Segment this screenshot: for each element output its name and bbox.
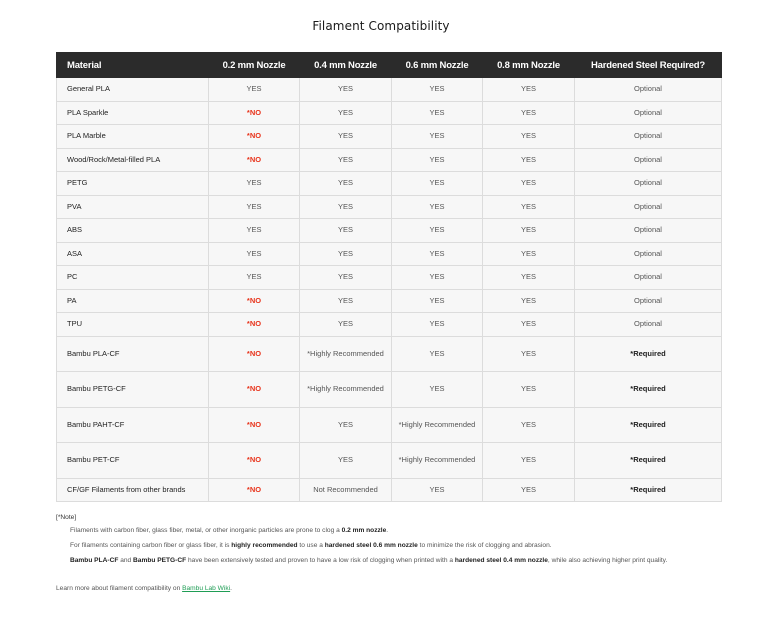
cell-material: PVA xyxy=(57,195,209,219)
cell-nozzle-0-8: YES xyxy=(483,219,575,243)
cell-material: PLA Sparkle xyxy=(57,101,209,125)
bambu-lab-wiki-link[interactable]: Bambu Lab Wiki xyxy=(182,585,231,592)
note-text: and xyxy=(118,557,134,564)
table-row xyxy=(57,78,722,102)
cell-nozzle-0-4: YES xyxy=(300,101,392,125)
cell-hardened-steel: Optional xyxy=(575,101,722,125)
table-header-row xyxy=(57,53,722,78)
table-row xyxy=(57,443,722,479)
cell-nozzle-0-8: YES xyxy=(483,313,575,337)
table-row xyxy=(57,195,722,219)
table-row xyxy=(57,219,722,243)
cell-nozzle-0-8: YES xyxy=(483,172,575,196)
cell-nozzle-0-8: YES xyxy=(483,407,575,443)
cell-nozzle-0-4: YES xyxy=(300,242,392,266)
table-row xyxy=(57,148,722,172)
cell-hardened-steel: *Required xyxy=(575,336,722,372)
note-bold: hardened steel 0.6 mm nozzle xyxy=(324,542,418,549)
cell-nozzle-0-2: *NO xyxy=(209,125,300,149)
cell-nozzle-0-8: YES xyxy=(483,266,575,290)
note-text: Filaments with carbon fiber, glass fiber, metal, or other inorganic particles are prone to clog a xyxy=(70,527,342,534)
filament-compatibility-table xyxy=(56,52,722,502)
header-hardened-steel: Hardened Steel Required? xyxy=(575,53,722,78)
cell-hardened-steel: *Required xyxy=(575,478,722,502)
cell-nozzle-0-8: YES xyxy=(483,478,575,502)
cell-material: Bambu PETG-CF xyxy=(57,372,209,408)
cell-nozzle-0-2: *NO xyxy=(209,478,300,502)
cell-nozzle-0-2: *NO xyxy=(209,313,300,337)
cell-nozzle-0-4: YES xyxy=(300,219,392,243)
cell-nozzle-0-2: YES xyxy=(209,219,300,243)
cell-nozzle-0-2: YES xyxy=(209,172,300,196)
cell-nozzle-0-6: YES xyxy=(392,336,483,372)
cell-nozzle-0-6: YES xyxy=(392,266,483,290)
header-nozzle-0-2: 0.2 mm Nozzle xyxy=(209,53,300,78)
cell-nozzle-0-6: YES xyxy=(392,148,483,172)
cell-nozzle-0-8: YES xyxy=(483,195,575,219)
cell-nozzle-0-2: *NO xyxy=(209,289,300,313)
cell-hardened-steel: Optional xyxy=(575,219,722,243)
cell-hardened-steel: Optional xyxy=(575,172,722,196)
table-row xyxy=(57,266,722,290)
cell-material: Bambu PET-CF xyxy=(57,443,209,479)
cell-hardened-steel: *Required xyxy=(575,407,722,443)
table-row xyxy=(57,336,722,372)
table-row xyxy=(57,372,722,408)
header-material: Material xyxy=(57,53,209,78)
cell-nozzle-0-8: YES xyxy=(483,125,575,149)
cell-nozzle-0-8: YES xyxy=(483,78,575,102)
cell-nozzle-0-6: YES xyxy=(392,313,483,337)
cell-nozzle-0-2: YES xyxy=(209,242,300,266)
cell-nozzle-0-4: YES xyxy=(300,443,392,479)
note-text: have been extensively tested and proven to have a low risk of clogging when printed with a xyxy=(186,557,455,564)
cell-hardened-steel: Optional xyxy=(575,78,722,102)
cell-nozzle-0-4: YES xyxy=(300,407,392,443)
page-title: Filament Compatibility xyxy=(312,19,450,33)
cell-hardened-steel: *Required xyxy=(575,372,722,408)
note-bold: 0.2 mm nozzle xyxy=(341,527,387,534)
table-row xyxy=(57,242,722,266)
cell-hardened-steel: Optional xyxy=(575,125,722,149)
cell-material: ASA xyxy=(57,242,209,266)
cell-nozzle-0-6: YES xyxy=(392,172,483,196)
table-row xyxy=(57,313,722,337)
cell-nozzle-0-8: YES xyxy=(483,101,575,125)
cell-nozzle-0-2: *NO xyxy=(209,101,300,125)
cell-nozzle-0-6: YES xyxy=(392,372,483,408)
cell-nozzle-0-4: YES xyxy=(300,78,392,102)
note-bold: highly recommended xyxy=(231,542,298,549)
cell-hardened-steel: Optional xyxy=(575,289,722,313)
header-nozzle-0-8: 0.8 mm Nozzle xyxy=(483,53,575,78)
note-text: , while also achieving higher print quality. xyxy=(547,557,668,564)
cell-material: PLA Marble xyxy=(57,125,209,149)
learn-more-post: . xyxy=(230,585,232,592)
cell-hardened-steel: Optional xyxy=(575,195,722,219)
learn-more-label: Learn more about filament compatibility on xyxy=(56,585,183,592)
cell-nozzle-0-8: YES xyxy=(483,242,575,266)
cell-nozzle-0-2: *NO xyxy=(209,407,300,443)
note-line-1 xyxy=(70,527,736,534)
cell-nozzle-0-4: YES xyxy=(300,148,392,172)
cell-nozzle-0-2: *NO xyxy=(209,372,300,408)
cell-hardened-steel: Optional xyxy=(575,148,722,172)
cell-material: PETG xyxy=(57,172,209,196)
cell-material: Bambu PAHT-CF xyxy=(57,407,209,443)
note-line-2 xyxy=(70,542,736,549)
cell-hardened-steel: Optional xyxy=(575,242,722,266)
cell-nozzle-0-2: *NO xyxy=(209,336,300,372)
table-row xyxy=(57,101,722,125)
cell-material: ABS xyxy=(57,219,209,243)
cell-nozzle-0-4: *Highly Recommended xyxy=(300,336,392,372)
cell-nozzle-0-6: YES xyxy=(392,242,483,266)
header-nozzle-0-4: 0.4 mm Nozzle xyxy=(300,53,392,78)
cell-nozzle-0-2: YES xyxy=(209,266,300,290)
note-heading: [*Note] xyxy=(56,514,77,521)
cell-nozzle-0-6: YES xyxy=(392,195,483,219)
cell-nozzle-0-4: YES xyxy=(300,289,392,313)
cell-nozzle-0-6: *Highly Recommended xyxy=(392,443,483,479)
cell-nozzle-0-8: YES xyxy=(483,336,575,372)
cell-nozzle-0-6: YES xyxy=(392,78,483,102)
table-row xyxy=(57,407,722,443)
cell-nozzle-0-6: YES xyxy=(392,101,483,125)
cell-nozzle-0-4: YES xyxy=(300,125,392,149)
cell-nozzle-0-4: YES xyxy=(300,172,392,196)
cell-nozzle-0-4: YES xyxy=(300,195,392,219)
cell-nozzle-0-2: *NO xyxy=(209,148,300,172)
cell-nozzle-0-6: YES xyxy=(392,219,483,243)
cell-material: Bambu PLA-CF xyxy=(57,336,209,372)
cell-material: PC xyxy=(57,266,209,290)
cell-nozzle-0-6: YES xyxy=(392,125,483,149)
cell-nozzle-0-8: YES xyxy=(483,148,575,172)
header-nozzle-0-6: 0.6 mm Nozzle xyxy=(392,53,483,78)
cell-nozzle-0-4: Not Recommended xyxy=(300,478,392,502)
notes-section xyxy=(56,514,736,572)
cell-material: General PLA xyxy=(57,78,209,102)
cell-nozzle-0-2: YES xyxy=(209,195,300,219)
cell-nozzle-0-6: YES xyxy=(392,289,483,313)
cell-nozzle-0-8: YES xyxy=(483,443,575,479)
cell-nozzle-0-4: YES xyxy=(300,313,392,337)
learn-more-text xyxy=(56,585,232,592)
note-bold: Bambu PETG-CF xyxy=(133,557,187,564)
cell-hardened-steel: *Required xyxy=(575,443,722,479)
table-row xyxy=(57,478,722,502)
cell-nozzle-0-4: YES xyxy=(300,266,392,290)
cell-nozzle-0-8: YES xyxy=(483,372,575,408)
cell-material: TPU xyxy=(57,313,209,337)
cell-material: Wood/Rock/Metal-filled PLA xyxy=(57,148,209,172)
cell-nozzle-0-6: YES xyxy=(392,478,483,502)
cell-nozzle-0-2: YES xyxy=(209,78,300,102)
note-text: to use a xyxy=(297,542,325,549)
note-text: . xyxy=(386,527,389,534)
table-row xyxy=(57,289,722,313)
note-text: to minimize the risk of clogging and abrasion. xyxy=(417,542,552,549)
note-text: For filaments containing carbon fiber or glass fiber, it is xyxy=(70,542,232,549)
cell-hardened-steel: Optional xyxy=(575,313,722,337)
note-line-3 xyxy=(70,557,736,564)
note-bold: hardened steel 0.4 mm nozzle xyxy=(454,557,548,564)
cell-hardened-steel: Optional xyxy=(575,266,722,290)
cell-nozzle-0-8: YES xyxy=(483,289,575,313)
cell-material: PA xyxy=(57,289,209,313)
table-row xyxy=(57,125,722,149)
note-bold: Bambu PLA-CF xyxy=(70,557,119,564)
cell-nozzle-0-4: *Highly Recommended xyxy=(300,372,392,408)
cell-nozzle-0-6: *Highly Recommended xyxy=(392,407,483,443)
cell-material: CF/GF Filaments from other brands xyxy=(57,478,209,502)
cell-nozzle-0-2: *NO xyxy=(209,443,300,479)
table-row xyxy=(57,172,722,196)
